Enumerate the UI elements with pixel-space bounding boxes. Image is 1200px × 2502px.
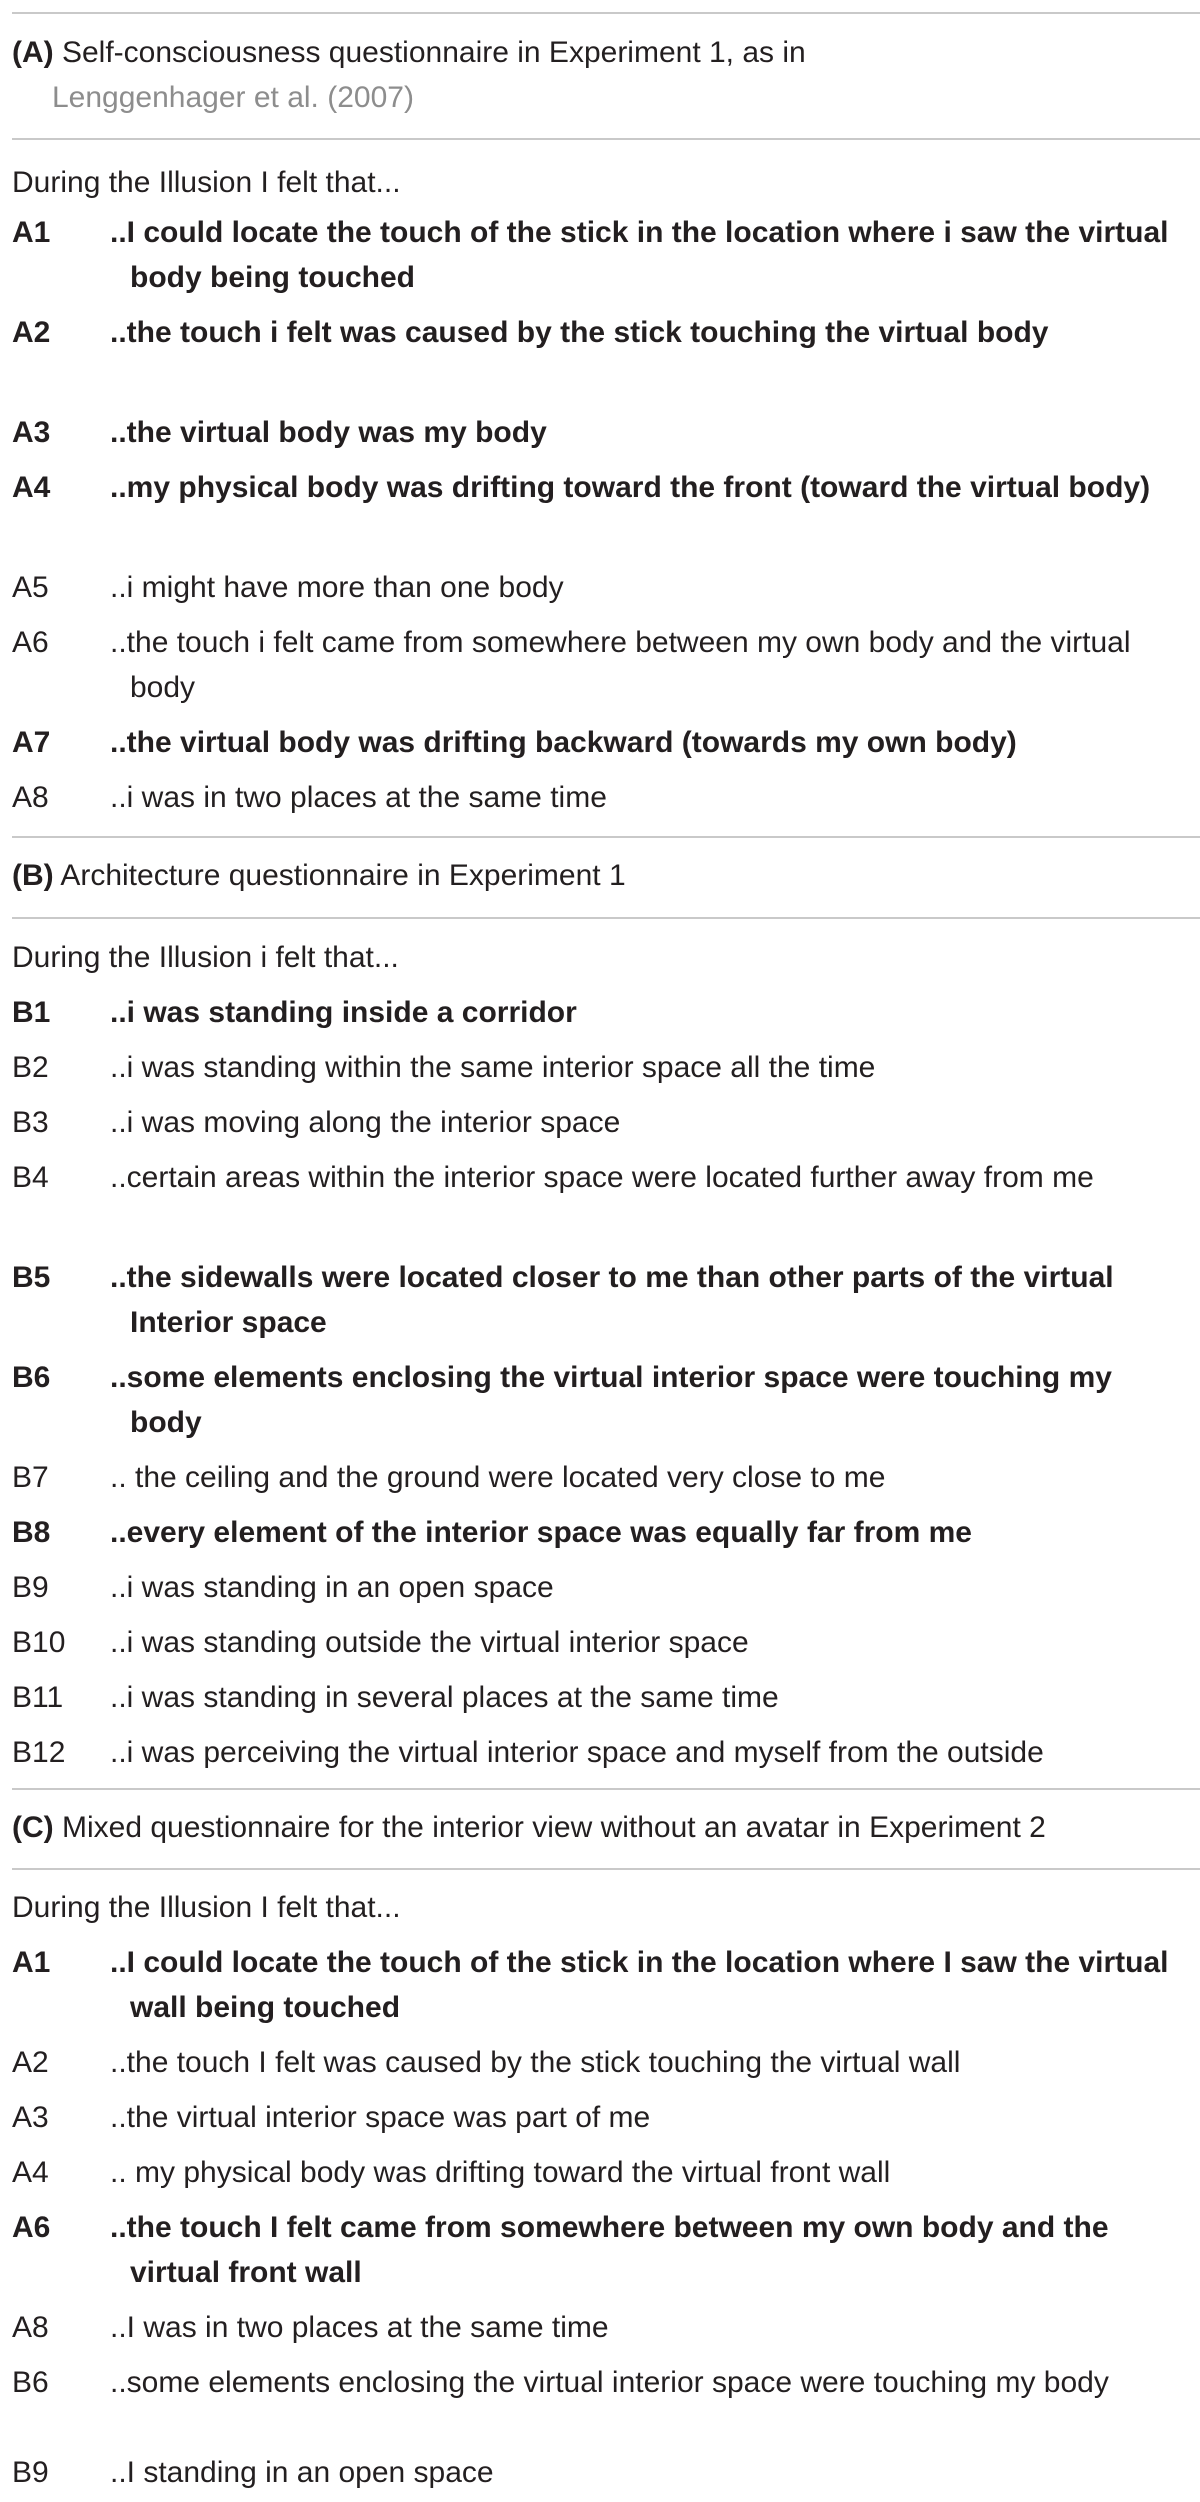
section-a-tag: (A)	[12, 36, 54, 69]
item-text: ..the virtual body was my body	[110, 416, 547, 449]
item-text: ..i might have more than one body	[110, 571, 564, 604]
table-top-rule	[12, 12, 1200, 14]
item-text: ..I was in two places at the same time	[110, 2311, 609, 2344]
item-c-a1	[12, 1940, 1182, 2030]
item-code: A4	[12, 471, 51, 504]
item-b9	[12, 1565, 1182, 1610]
item-code: B3	[12, 1106, 49, 1139]
item-code: B9	[12, 2456, 49, 2489]
item-code: A3	[12, 416, 51, 449]
item-code: B9	[12, 1571, 49, 1604]
item-b5	[12, 1255, 1182, 1345]
section-b-rule	[12, 917, 1200, 919]
item-a4	[12, 465, 1182, 510]
item-b1	[12, 990, 1182, 1035]
item-b4	[12, 1155, 1182, 1200]
item-code: A8	[12, 781, 49, 814]
item-b2	[12, 1045, 1182, 1090]
item-text: ..the touch I felt was caused by the stick touching the virtual wall	[110, 2046, 961, 2079]
section-a-rule	[12, 138, 1200, 140]
item-text: .. my physical body was drifting toward the virtual front wall	[110, 2156, 891, 2189]
section-c-title	[12, 1805, 1142, 1850]
item-text: ..I could locate the touch of the stick in the location where i saw the virtual body being touched	[110, 216, 1169, 294]
item-code: B6	[12, 1361, 51, 1394]
item-code: B11	[12, 1681, 64, 1714]
item-b3	[12, 1100, 1182, 1145]
item-text: ..i was standing in an open space	[110, 1571, 554, 1604]
section-c-intro: During the Illusion I felt that...	[12, 1891, 401, 1924]
item-text: ..i was perceiving the virtual interior space and myself from the outside	[110, 1736, 1044, 1769]
section-b-intro: During the Illusion i felt that...	[12, 941, 399, 974]
item-a8	[12, 775, 1182, 820]
item-code: A6	[12, 626, 49, 659]
item-code: B5	[12, 1261, 51, 1294]
section-b-title-text: Architecture questionnaire in Experiment 1	[53, 859, 626, 892]
item-text: ..my physical body was drifting toward the front (toward the virtual body)	[110, 471, 1151, 504]
item-text: ..i was standing in several places at the same time	[110, 1681, 779, 1714]
item-c-a3	[12, 2095, 1182, 2140]
section-c-title-text: Mixed questionnaire for the interior view without an avatar in Experiment 2	[53, 1811, 1046, 1844]
item-b6	[12, 1355, 1182, 1445]
item-text: ..certain areas within the interior space were located further away from me	[110, 1161, 1094, 1194]
item-code: A1	[12, 1946, 51, 1979]
section-a-title-text: Self-consciousness questionnaire in Experiment 1, as in	[53, 36, 806, 69]
item-text: ..i was standing within the same interior space all the time	[110, 1051, 876, 1084]
item-b12	[12, 1730, 1182, 1775]
item-code: A2	[12, 316, 51, 349]
item-text: ..i was standing outside the virtual interior space	[110, 1626, 749, 1659]
item-code: A4	[12, 2156, 49, 2189]
item-code: A3	[12, 2101, 49, 2134]
item-text: ..the touch I felt came from somewhere between my own body and the virtual front wall	[110, 2211, 1109, 2289]
item-b11	[12, 1675, 1182, 1720]
item-text: ..every element of the interior space was equally far from me	[110, 1516, 972, 1549]
item-a2	[12, 310, 1182, 355]
item-code: A6	[12, 2211, 51, 2244]
item-text: ..the sidewalls were located closer to me than other parts of the virtual Interior space	[110, 1261, 1114, 1339]
item-a1	[12, 210, 1182, 300]
item-a5	[12, 565, 1182, 610]
item-a7	[12, 720, 1182, 765]
item-code: B12	[12, 1736, 66, 1769]
item-c-a8	[12, 2305, 1182, 2350]
item-code: B8	[12, 1516, 51, 1549]
item-text: ..I standing in an open space	[110, 2456, 494, 2489]
item-code: A5	[12, 571, 49, 604]
item-code: B4	[12, 1161, 49, 1194]
item-a3	[12, 410, 1182, 455]
section-b-top-rule	[12, 836, 1200, 838]
item-b10	[12, 1620, 1182, 1665]
item-text: ..the touch i felt was caused by the stick touching the virtual body	[110, 316, 1049, 349]
section-c-rule	[12, 1868, 1200, 1870]
section-a-intro: During the Illusion I felt that...	[12, 166, 401, 199]
section-a-title	[12, 30, 1142, 120]
item-text: ..some elements enclosing the virtual interior space were touching my body	[110, 1361, 1112, 1439]
item-c-a4	[12, 2150, 1182, 2195]
item-b8	[12, 1510, 1182, 1555]
section-c-tag: (C)	[12, 1811, 54, 1844]
item-code: A8	[12, 2311, 49, 2344]
item-code: A2	[12, 2046, 49, 2079]
section-a-citation: Lenggenhager et al. (2007)	[52, 81, 414, 114]
item-text: ..i was moving along the interior space	[110, 1106, 621, 1139]
item-c-b6	[12, 2360, 1182, 2405]
item-code: A1	[12, 216, 51, 249]
item-code: B6	[12, 2366, 49, 2399]
item-text: ..i was standing inside a corridor	[110, 996, 577, 1029]
item-code: B10	[12, 1626, 66, 1659]
item-text: ..i was in two places at the same time	[110, 781, 607, 814]
item-text: ..the touch i felt came from somewhere between my own body and the virtual body	[110, 626, 1131, 704]
item-text: ..some elements enclosing the virtual interior space were touching my body	[110, 2366, 1109, 2399]
item-b7	[12, 1455, 1182, 1500]
item-text: ..the virtual body was drifting backward (towards my own body)	[110, 726, 1017, 759]
section-c-top-rule	[12, 1788, 1200, 1790]
item-c-b9	[12, 2450, 1182, 2495]
section-b-title	[12, 853, 1142, 898]
item-a6	[12, 620, 1182, 710]
item-code: B7	[12, 1461, 49, 1494]
item-code: A7	[12, 726, 51, 759]
item-text: .. the ceiling and the ground were located very close to me	[110, 1461, 886, 1494]
item-c-a6	[12, 2205, 1182, 2295]
item-code: B1	[12, 996, 51, 1029]
item-text: ..the virtual interior space was part of me	[110, 2101, 651, 2134]
item-code: B2	[12, 1051, 49, 1084]
item-c-a2	[12, 2040, 1182, 2085]
item-text: ..I could locate the touch of the stick in the location where I saw the virtual wall being touched	[110, 1946, 1169, 2024]
section-b-tag: (B)	[12, 859, 54, 892]
